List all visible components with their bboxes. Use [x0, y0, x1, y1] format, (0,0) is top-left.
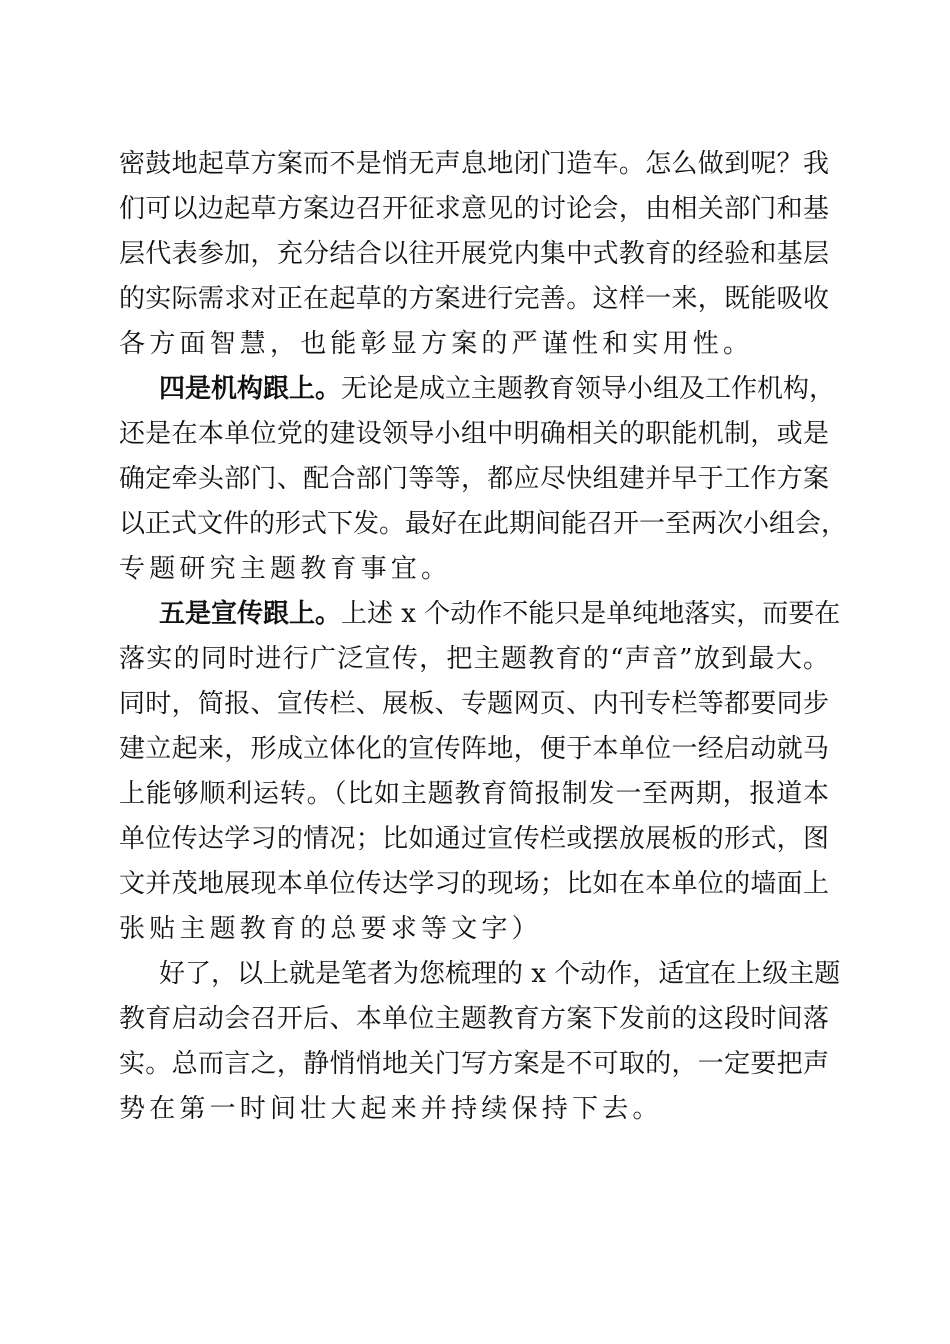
paragraph-line: 上能够顺利运转。（比如主题教育简报制发一至两期，报道本: [119, 779, 829, 809]
paragraph-line: 文并茂地展现本单位传达学习的现场；比如在本单位的墙面上: [119, 869, 829, 899]
paragraph-lead-heading: 四是机构跟上。: [159, 374, 342, 404]
paragraph-line: 专题研究主题教育事宜。: [119, 554, 452, 584]
paragraph-line: 还是在本单位党的建设领导小组中明确相关的职能机制，或是: [119, 419, 829, 449]
paragraph-line: 确定牵头部门、配合部门等等，都应尽快组建并早于工作方案: [119, 464, 829, 494]
paragraph-line: 各方面智慧，也能彰显方案的严谨性和实用性。: [119, 329, 754, 359]
paragraph-line: 教育启动会召开后、本单位主题教育方案下发前的这段时间落: [119, 1004, 829, 1034]
paragraph-line: 落实的同时进行广泛宣传，把主题教育的“声音”放到最大。: [119, 644, 829, 674]
paragraph-line: 实。总而言之，静悄悄地关门写方案是不可取的，一定要把声: [119, 1049, 829, 1079]
paragraph-lead-heading: 五是宣传跟上。: [159, 599, 342, 629]
paragraph-line: 建立起来，形成立体化的宣传阵地，便于本单位一经启动就马: [119, 734, 829, 764]
paragraph-line: 密鼓地起草方案而不是悄无声息地闭门造车。怎么做到呢？我: [119, 149, 829, 179]
paragraph-line: 以正式文件的形式下发。最好在此期间能召开一至两次小组会，: [119, 509, 848, 539]
paragraph-first-line: [119, 367, 836, 412]
document-body: [119, 142, 848, 1132]
paragraph-line: 同时，简报、宣传栏、展板、专题网页、内刊专栏等都要同步: [119, 689, 829, 719]
paragraph-line: 们可以边起草方案边召开征求意见的讨论会，由相关部门和基: [119, 194, 829, 224]
paragraph-lead-text: 上述 x 个动作不能只是单纯地落实，而要在: [341, 599, 841, 629]
paragraph-line: 势在第一时间壮大起来并持续保持下去。: [119, 1094, 663, 1124]
paragraph-line: 单位传达学习的情况；比如通过宣传栏或摆放展板的形式，图: [119, 824, 829, 854]
paragraph-lead-text: 无论是成立主题教育领导小组及工作机构，: [341, 374, 836, 404]
paragraph-line: 张贴主题教育的总要求等文字）: [119, 914, 542, 944]
paragraph-line: 的实际需求对正在起草的方案进行完善。这样一来，既能吸收: [119, 284, 829, 314]
paragraph-line: 层代表参加，充分结合以往开展党内集中式教育的经验和基层: [119, 239, 829, 269]
paragraph-first-line: [119, 592, 841, 637]
paragraph-first-line: 好了，以上就是笔者为您梳理的 x 个动作，适宜在上级主题: [159, 959, 841, 989]
